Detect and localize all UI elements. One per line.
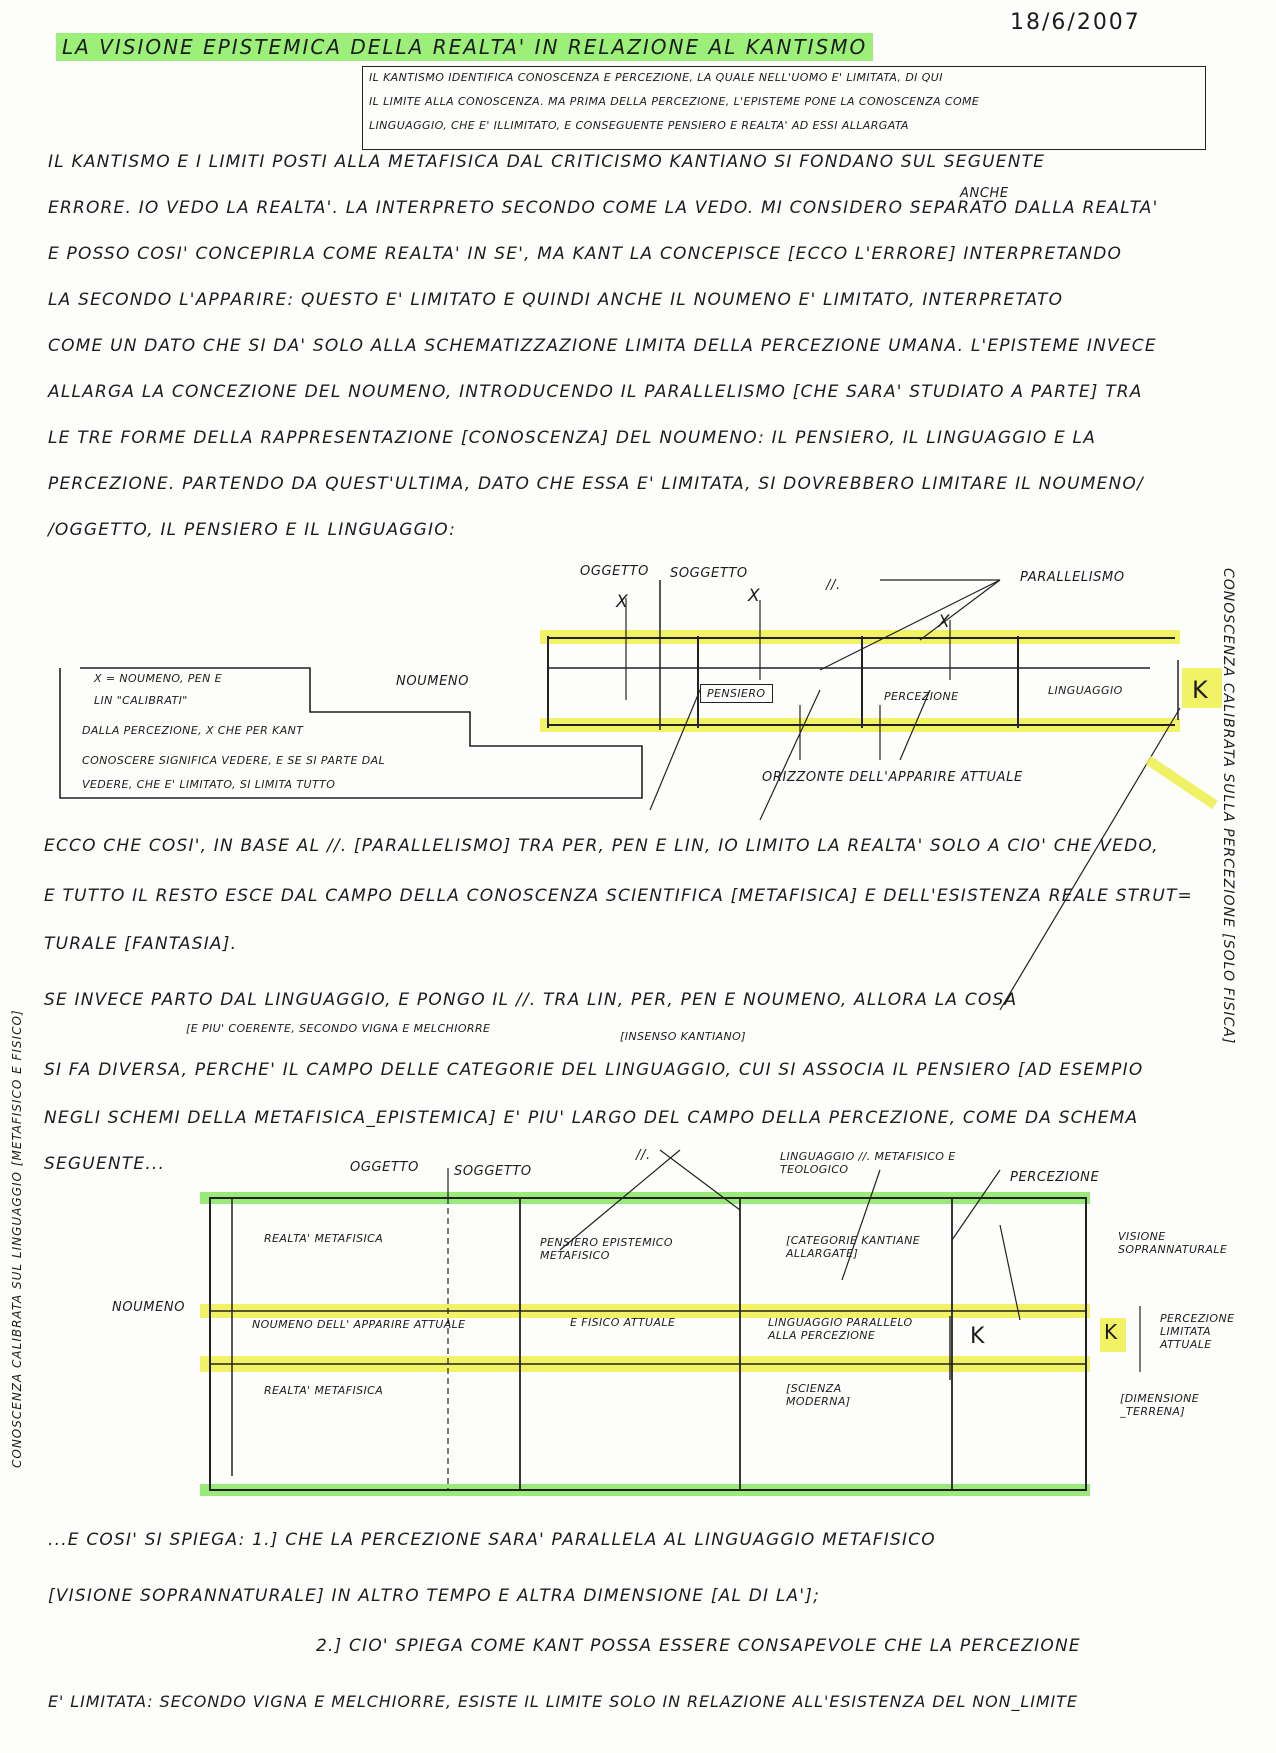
- text-line: 2.] CIO' SPIEGA COME KANT POSSA ESSERE CONSAPEVOLE CHE LA PERCEZIONE: [316, 1636, 1081, 1656]
- diagram1-oggetto: OGGETTO: [580, 564, 649, 579]
- text-line: E TUTTO IL RESTO ESCE DAL CAMPO DELLA CONOSCENZA SCIENTIFICA [METAFISICA] E DELL'ESISTENZA REALE STRUT=: [44, 886, 1193, 906]
- diagram1-percezione: PERCEZIONE: [884, 690, 959, 703]
- text-line: SI FA DIVERSA, PERCHE' IL CAMPO DELLE CATEGORIE DEL LINGUAGGIO, CUI SI ASSOCIA IL PENSIERO [AD ESEMPIO: [44, 1060, 1144, 1080]
- diagram2-k: K: [1104, 1320, 1119, 1344]
- insert-note: ANCHE: [960, 186, 1009, 201]
- diagram2-noumeno-apparire: NOUMENO DELL' APPARIRE ATTUALE: [252, 1318, 466, 1331]
- text-line: PERCEZIONE. PARTENDO DA QUEST'ULTIMA, DATO CHE ESSA E' LIMITATA, SI DOVREBBERO LIMITARE IL NOUMENO/: [48, 474, 1144, 494]
- legend-line: CONOSCERE SIGNIFICA VEDERE, E SE SI PARTE DAL: [82, 754, 386, 767]
- date: 18/6/2007: [1010, 10, 1141, 35]
- text-line: ALLARGA LA CONCEZIONE DEL NOUMENO, INTRODUCENDO IL PARALLELISMO [CHE SARA' STUDIATO A PARTE] TRA: [48, 382, 1143, 402]
- text-line: ...E COSI' SI SPIEGA: 1.] CHE LA PERCEZIONE SARA' PARALLELA AL LINGUAGGIO METAFISICO: [48, 1530, 936, 1550]
- text-line: LE TRE FORME DELLA RAPPRESENTAZIONE [CONOSCENZA] DEL NOUMENO: IL PENSIERO, IL LINGUAGGIO E LA: [48, 428, 1097, 448]
- text-line: SEGUENTE...: [44, 1154, 166, 1174]
- text-line: COME UN DATO CHE SI DA' SOLO ALLA SCHEMATIZZAZIONE LIMITA DELLA PERCEZIONE UMANA. L'EPISTEME INVECE: [48, 336, 1157, 356]
- text-line: NEGLI SCHEMI DELLA METAFISICA_EPISTEMICA] E' PIU' LARGO DEL CAMPO DELLA PERCEZIONE, COME DA SCHEMA: [44, 1108, 1139, 1128]
- text-line: ERRORE. IO VEDO LA REALTA'. LA INTERPRETO SECONDO COME LA VEDO. MI CONSIDERO SEPARATO DALLA REALTA': [48, 198, 1159, 218]
- diagram1-parallel-mark: //.: [826, 578, 841, 593]
- diagram2-e-fisico: E FISICO ATTUALE: [570, 1316, 676, 1329]
- diagram1-parallelismo: PARALLELISMO: [1020, 570, 1125, 585]
- text-line: ECCO CHE COSI', IN BASE AL //. [PARALLELISMO] TRA PER, PEN E LIN, IO LIMITO LA REALTA' SOLO A CIO' CHE VEDO,: [44, 836, 1159, 856]
- diagram2-visione: VISIONE SOPRANNATURALE: [1118, 1230, 1228, 1256]
- text-line: TURALE [FANTASIA].: [44, 934, 238, 954]
- text-line: SE INVECE PARTO DAL LINGUAGGIO, E PONGO IL //. TRA LIN, PER, PEN E NOUMENO, ALLORA LA COSA: [44, 990, 1018, 1010]
- diagram2-linguaggio-metafisico: LINGUAGGIO //. METAFISICO E TEOLOGICO: [780, 1150, 956, 1176]
- legend-line: LIN "CALIBRATI": [94, 694, 188, 707]
- diagram2-realta-metafisica-top: REALTA' METAFISICA: [264, 1232, 384, 1245]
- text-line: E POSSO COSI' CONCEPIRLA COME REALTA' IN SE', MA KANT LA CONCEPISCE [ECCO L'ERRORE] INTERPRETANDO: [48, 244, 1123, 264]
- diagram2-scienza-moderna: [SCIENZA MODERNA]: [786, 1382, 851, 1408]
- text-line: /OGGETTO, IL PENSIERO E IL LINGUAGGIO:: [48, 520, 457, 540]
- diagram1-noumeno: NOUMENO: [396, 674, 470, 689]
- abstract-line: LINGUAGGIO, CHE E' ILLIMITATO, E CONSEGUENTE PENSIERO E REALTA' AD ESSI ALLARGATA: [369, 119, 909, 132]
- diagram2-percezione: PERCEZIONE: [1010, 1170, 1100, 1185]
- diagram2-k: K: [970, 1324, 986, 1349]
- diagram2-parallel-mark: //.: [636, 1148, 651, 1163]
- page-title: LA VISIONE EPISTEMICA DELLA REALTA' IN RELAZIONE AL KANTISMO: [56, 33, 873, 61]
- diagram1-x-mark: X: [616, 592, 629, 612]
- abstract-line: IL KANTISMO IDENTIFICA CONOSCENZA E PERCEZIONE, LA QUALE NELL'UOMO E' LIMITATA, DI QUI: [369, 71, 943, 84]
- diagram2-pensiero: PENSIERO EPISTEMICO METAFISICO: [540, 1236, 673, 1262]
- text-line: LA SECONDO L'APPARIRE: QUESTO E' LIMITATO E QUINDI ANCHE IL NOUMENO E' LIMITATO, INTERPRETATO: [48, 290, 1064, 310]
- diagram1-x-mark: X: [748, 586, 761, 606]
- insert-note: [INSENSO KANTIANO]: [620, 1030, 746, 1043]
- diagram2-realta-metafisica-bottom: REALTA' METAFISICA: [264, 1384, 384, 1397]
- diagram2-percezione-limitata: PERCEZIONE LIMITATA ATTUALE: [1160, 1312, 1235, 1351]
- legend-line: VEDERE, CHE E' LIMITATO, SI LIMITA TUTTO: [82, 778, 336, 791]
- diagram1-x-mark: X: [938, 612, 951, 632]
- diagram2-side-note: CONOSCENZA CALIBRATA SUL LINGUAGGIO [METAFISICO E FISICO]: [10, 1009, 24, 1468]
- diagram1-pensiero: PENSIERO: [700, 684, 773, 703]
- text-line: IL KANTISMO E I LIMITI POSTI ALLA METAFISICA DAL CRITICISMO KANTIANO SI FONDANO SUL SEGUENTE: [48, 152, 1046, 172]
- diagram1-orizzonte: ORIZZONTE DELL'APPARIRE ATTUALE: [762, 770, 1023, 785]
- diagram2-oggetto: OGGETTO: [350, 1160, 419, 1175]
- diagram1-soggetto: SOGGETTO: [670, 566, 748, 581]
- legend-line: X = NOUMENO, PEN E: [94, 672, 223, 685]
- text-line: [VISIONE SOPRANNATURALE] IN ALTRO TEMPO E ALTRA DIMENSIONE [AL DI LA'];: [48, 1586, 820, 1606]
- diagram2-noumeno: NOUMENO: [112, 1300, 186, 1315]
- insert-note: [E PIU' COERENTE, SECONDO VIGNA E MELCHIORRE: [186, 1022, 491, 1035]
- diagram2-dimensione-terrena: [DIMENSIONE _TERRENA]: [1120, 1392, 1200, 1418]
- diagram1-side-note: CONOSCENZA CALIBRATA SULLA PERCEZIONE [SOLO FISICA]: [1220, 568, 1236, 1045]
- diagram1-k: K: [1192, 676, 1209, 704]
- legend-line: DALLA PERCEZIONE, X CHE PER KANT: [82, 724, 304, 737]
- diagram1-linguaggio: LINGUAGGIO: [1048, 684, 1123, 697]
- text-line: E' LIMITATA: SECONDO VIGNA E MELCHIORRE, ESISTE IL LIMITE SOLO IN RELAZIONE ALL'ESISTENZA DEL NON_LIMITE: [48, 1692, 1078, 1711]
- diagram2-soggetto: SOGGETTO: [454, 1164, 532, 1179]
- diagram2-linguaggio-parallelo: LINGUAGGIO PARALLELO ALLA PERCEZIONE: [768, 1316, 913, 1342]
- diagram2-categorie: [CATEGORIE KANTIANE ALLARGATE]: [786, 1234, 921, 1260]
- abstract-line: IL LIMITE ALLA CONOSCENZA. MA PRIMA DELLA PERCEZIONE, L'EPISTEME PONE LA CONOSCENZA COME: [369, 95, 980, 108]
